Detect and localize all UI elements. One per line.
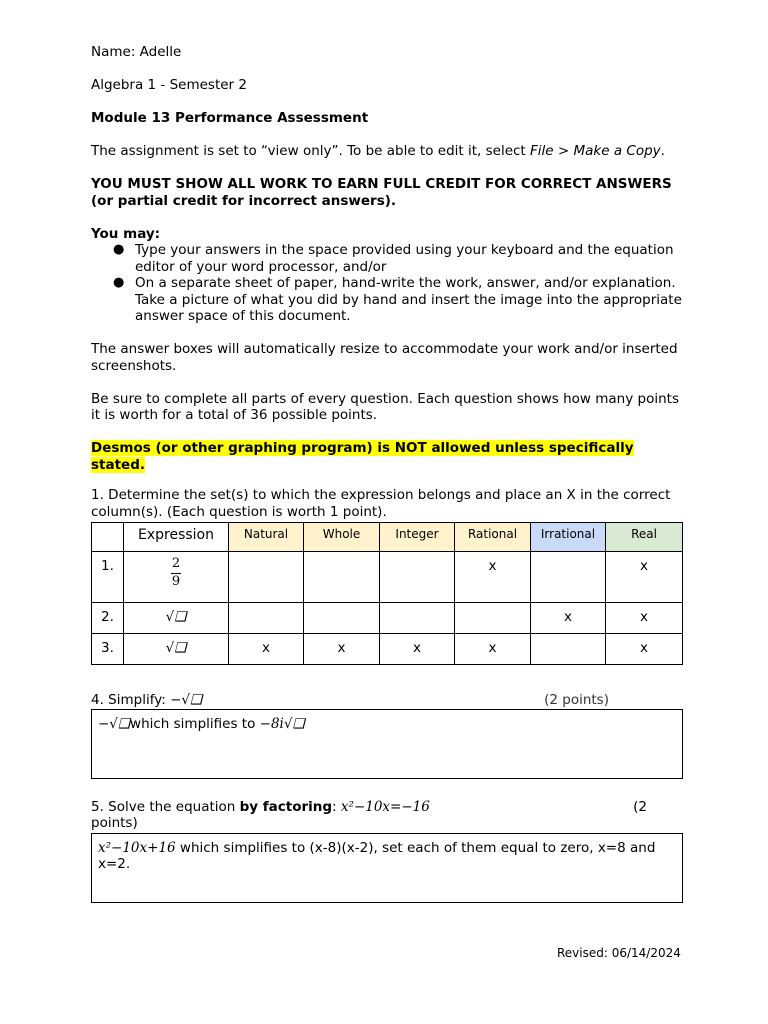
answer-cell[interactable] — [531, 552, 606, 603]
q4-points: (2 points) — [544, 692, 609, 708]
revised-date: Revised: 06/14/2024 — [557, 946, 681, 960]
expression-cell: √❑ — [124, 634, 229, 665]
q5-answer-text: which simplifies to (x-8)(x-2), set each of them equal to zero, x=8 and x=2. — [98, 839, 656, 872]
table-header-cell — [92, 523, 124, 552]
answer-cell[interactable]: x — [606, 552, 683, 603]
answer-cell[interactable] — [304, 552, 380, 603]
answer-cell[interactable] — [531, 634, 606, 665]
q5-points-continued: points) — [91, 815, 138, 831]
q4-answer-text: which simplifies to — [130, 715, 260, 732]
expression-cell — [124, 552, 229, 603]
make-copy-instruction: File > Make a Copy — [530, 143, 661, 159]
list-item: ● Type your answers in the space provided using your keyboard and the equation editor of your word processor, and/or — [135, 242, 683, 275]
answer-cell[interactable]: x — [606, 634, 683, 665]
answer-cell[interactable] — [380, 552, 455, 603]
q4-answer-expression: −√❑ — [98, 715, 131, 732]
fraction-denominator: 9 — [171, 574, 181, 589]
view-only-note: The assignment is set to “view only”. To be able to edit it, select File > Make a Copy. — [91, 143, 665, 159]
show-work-warning: YOU MUST SHOW ALL WORK TO EARN FULL CREDIT FOR CORRECT ANSWERS (or partial credit for incorrect answers). — [91, 176, 672, 209]
row-number: 3. — [92, 634, 124, 665]
q4-answer-result: −8i√❑ — [259, 715, 305, 732]
table-header-cell: Expression — [124, 523, 229, 552]
fraction-numerator: 2 — [171, 556, 181, 571]
answer-cell[interactable]: x — [606, 603, 683, 634]
table-header-cell: Integer — [380, 523, 455, 552]
fraction — [171, 556, 181, 589]
answer-cell[interactable]: x — [455, 552, 531, 603]
q5-answer-expression: x²−10x+16 — [98, 839, 176, 856]
question-4-prompt: 4. Simplify: −√❑ (2 points) — [91, 692, 609, 708]
row-number: 1. — [92, 552, 124, 603]
resize-note: The answer boxes will automatically resize to accommodate your work and/or inserted screenshots. — [91, 341, 678, 374]
desmos-warning: Desmos (or other graphing program) is NOT allowed unless specifically stated. — [91, 440, 634, 473]
answer-cell[interactable]: x — [531, 603, 606, 634]
table-header-cell: Natural — [229, 523, 304, 552]
question-5-answer-box[interactable] — [91, 833, 683, 903]
question-1-prompt: 1. Determine the set(s) to which the expression belongs and place an X in the correct column(s). (Each question is worth 1 point). — [91, 487, 671, 520]
number-sets-table — [91, 522, 683, 665]
student-name: Name: Adelle — [91, 44, 182, 60]
row-number: 2. — [92, 603, 124, 634]
answer-cell[interactable]: x — [304, 634, 380, 665]
options-list — [91, 242, 683, 325]
answer-cell[interactable] — [380, 603, 455, 634]
table-header-cell: Irrational — [531, 523, 606, 552]
table-header-cell: Whole — [304, 523, 380, 552]
question-4-answer-box[interactable] — [91, 709, 683, 779]
table-row — [92, 634, 683, 665]
complete-note: Be sure to complete all parts of every question. Each question shows how many points it is worth for a total of 36 possible points. — [91, 390, 679, 423]
document-page — [91, 44, 683, 903]
q5-equation: x²−10x=−16 — [340, 798, 430, 815]
table-row — [92, 552, 683, 603]
answer-cell[interactable] — [229, 552, 304, 603]
answer-cell[interactable]: x — [229, 634, 304, 665]
question-5-prompt: 5. Solve the equation by factoring: x²−10x=−16 (2 — [91, 798, 647, 815]
you-may-heading: You may: — [91, 225, 161, 242]
table-header-cell: Rational — [455, 523, 531, 552]
answer-cell[interactable]: x — [380, 634, 455, 665]
expression-cell: √❑ — [124, 603, 229, 634]
course-name: Algebra 1 - Semester 2 — [91, 77, 247, 93]
page-title: Module 13 Performance Assessment — [91, 110, 369, 126]
list-item: ● On a separate sheet of paper, hand-write the work, answer, and/or explanation. Take a picture of what you did by hand and insert the image into the appropriate answer space of this document. — [135, 275, 683, 325]
answer-cell[interactable] — [229, 603, 304, 634]
answer-cell[interactable] — [304, 603, 380, 634]
table-header-cell: Real — [606, 523, 683, 552]
q5-points: (2 — [633, 798, 647, 815]
table-header-row — [92, 523, 683, 552]
answer-cell[interactable]: x — [455, 634, 531, 665]
answer-cell[interactable] — [455, 603, 531, 634]
q4-expression: −√❑ — [170, 692, 203, 708]
table-row — [92, 603, 683, 634]
